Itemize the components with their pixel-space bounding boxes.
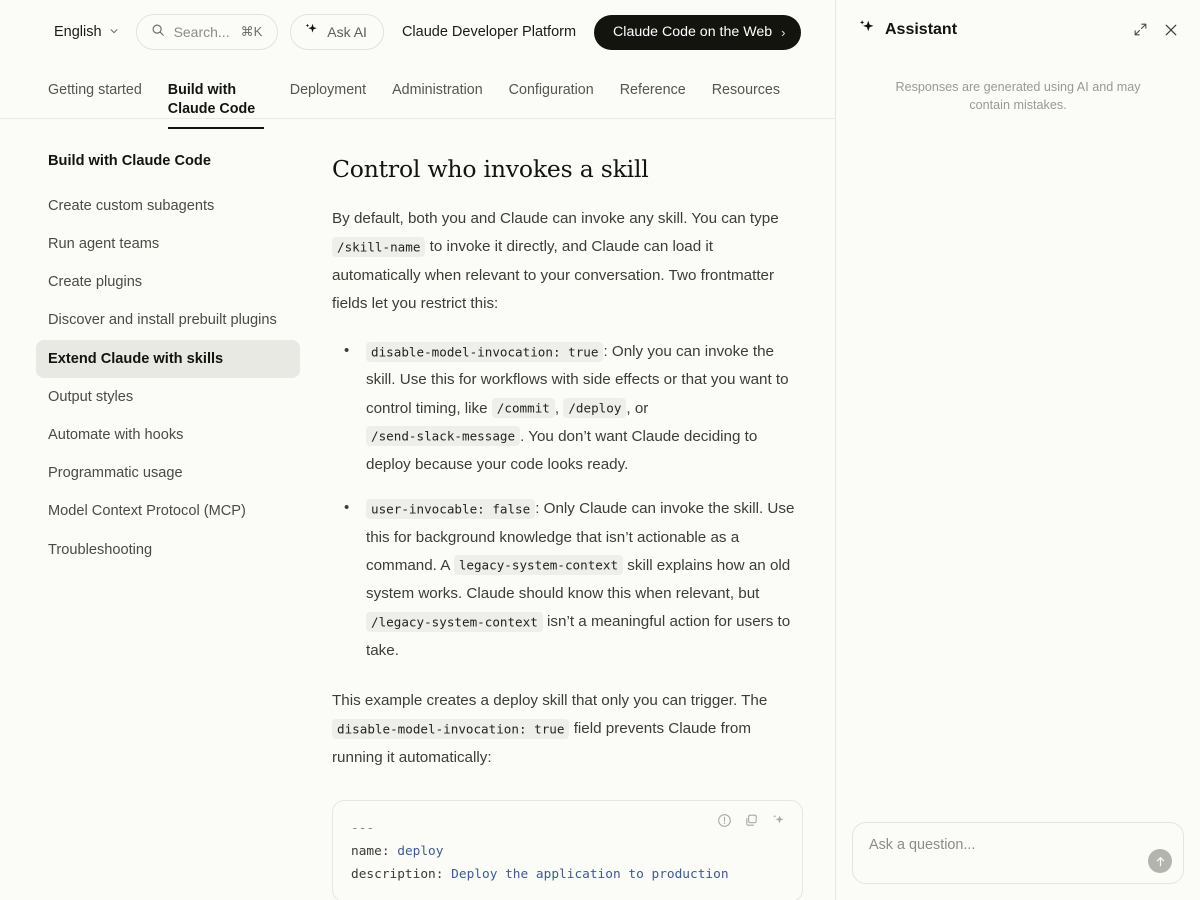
tab-configuration[interactable]: Configuration [508,82,594,98]
inline-code-slash-legacy-system-context: /legacy-system-context [366,612,543,632]
cta-label: Claude Code on the Web [613,24,773,40]
sidebar-item-run-agent-teams[interactable]: Run agent teams [48,236,160,253]
search-shortcut: ⌘K [240,24,263,39]
close-icon[interactable] [1160,19,1182,41]
article-content [320,119,835,900]
assistant-title: Assistant [885,20,958,38]
chevron-right-icon: › [781,24,786,40]
top-bar [0,0,835,64]
list-item [332,495,803,665]
inline-code-commit: /commit [492,398,555,418]
search-box[interactable] [136,14,279,50]
docs-body [0,119,835,900]
language-label: English [54,24,102,40]
code-line-3-value: Deploy the application to production [451,867,729,883]
send-button[interactable] [1148,849,1172,873]
tab-getting-started[interactable]: Getting started [48,82,142,98]
code-line-2-key: name: [351,844,398,860]
inline-code-example-disable-model-invocation: disable-model-invocation: true [332,719,569,739]
claude-code-web-button[interactable] [594,15,801,50]
assistant-input-container[interactable] [852,822,1184,884]
frontmatter-field-list [332,338,803,665]
sidebar-item-create-plugins[interactable]: Create plugins [48,274,143,291]
sidebar-item-troubleshooting[interactable]: Troubleshooting [48,541,153,558]
bullet-0-sep-b: , or [626,399,649,417]
code-line-2-value: deploy [397,844,444,860]
developer-platform-link[interactable]: Claude Developer Platform [401,24,577,40]
bullet-1-text-3: isn’t a meaningful action for users to take. [366,613,791,659]
intro-text-2: to invoke it directly, and Claude can load it automatically when relevant to your conversation. Two frontmatter fields let you restrict this: [332,238,775,312]
tab-resources[interactable]: Resources [711,82,781,98]
code-line-3-key: description: [351,867,452,883]
tab-build-with-claude-code[interactable]: Build with Claude Code [168,64,264,129]
inline-code-legacy-system-context: legacy-system-context [454,555,623,575]
sparkle-icon[interactable] [771,813,786,828]
example-paragraph [332,687,803,772]
search-placeholder: Search... [173,24,230,40]
assistant-question-input[interactable] [869,837,1122,853]
primary-tabs [0,64,835,119]
inline-code-user-invocable: user-invocable: false [366,499,535,519]
expand-icon[interactable] [1130,19,1151,40]
example-text-1: This example creates a deploy skill that only you can trigger. The [332,691,768,709]
bullet-1-text-2: skill explains how an old system works. Claude should know this when relevant, but [366,556,791,603]
code-block [332,800,803,900]
intro-text-1: By default, both you and Claude can invoke any skill. You can type [332,210,779,227]
list-item [332,338,803,479]
assistant-disclaimer: Responses are generated using AI and may contain mistakes. [895,80,1141,112]
code-block-toolbar [717,813,786,828]
tab-reference[interactable]: Reference [619,82,686,98]
sparkle-icon [858,18,876,41]
inline-code-send-slack-message: /send-slack-message [366,426,520,446]
tab-deployment[interactable]: Deployment [289,82,367,98]
language-selector[interactable] [48,20,124,44]
sidebar-item-programmatic-usage[interactable]: Programmatic usage [48,465,183,482]
sidebar-item-discover-install-prebuilt-plugins[interactable]: Discover and install prebuilt plugins [48,312,277,329]
sidebar-item-extend-claude-with-skills[interactable]: Extend Claude with skills [36,340,300,378]
sidebar-item-automate-with-hooks[interactable]: Automate with hooks [48,427,184,443]
tab-administration[interactable]: Administration [392,82,483,98]
sidebar-item-create-custom-subagents[interactable]: Create custom subagents [48,197,215,214]
sidebar-item-model-context-protocol[interactable]: Model Context Protocol (MCP) [48,503,246,520]
assistant-header [852,14,1184,41]
inline-code-deploy: /deploy [563,398,626,418]
bullet-0-sep-a: , [554,399,560,417]
ask-ai-label: Ask AI [327,24,367,40]
assistant-conversation [852,115,1184,822]
page-title: Control who invokes a skill [332,155,649,183]
info-icon[interactable] [717,813,732,828]
intro-paragraph [332,205,803,318]
sidebar-nav [0,119,320,900]
code-line-1: --- [351,820,375,836]
chevron-down-icon [109,26,118,35]
bullet-0-text-1: : Only you can invoke the skill. Use this for workflows with side effects or that you want to control timing, like [366,343,789,417]
sidebar-title: Build with Claude Code [48,153,211,169]
inline-code-disable-model-invocation: disable-model-invocation: true [366,342,603,362]
bullet-0-text-2: . You don’t want Claude deciding to deploy because your code looks ready. [366,427,758,474]
inline-code-skill-name: /skill-name [332,237,425,257]
assistant-panel [836,0,1200,900]
sidebar-item-output-styles[interactable]: Output styles [48,388,134,405]
search-icon [151,23,165,42]
ask-ai-button[interactable] [290,14,384,50]
copy-icon[interactable] [744,813,759,828]
sparkle-icon [304,22,319,42]
bullet-1-text-1: : Only Claude can invoke the skill. Use this for background knowledge that isn’t actionable as a command. A [366,500,795,574]
example-text-2: field prevents Claude from running it automatically: [332,720,751,766]
